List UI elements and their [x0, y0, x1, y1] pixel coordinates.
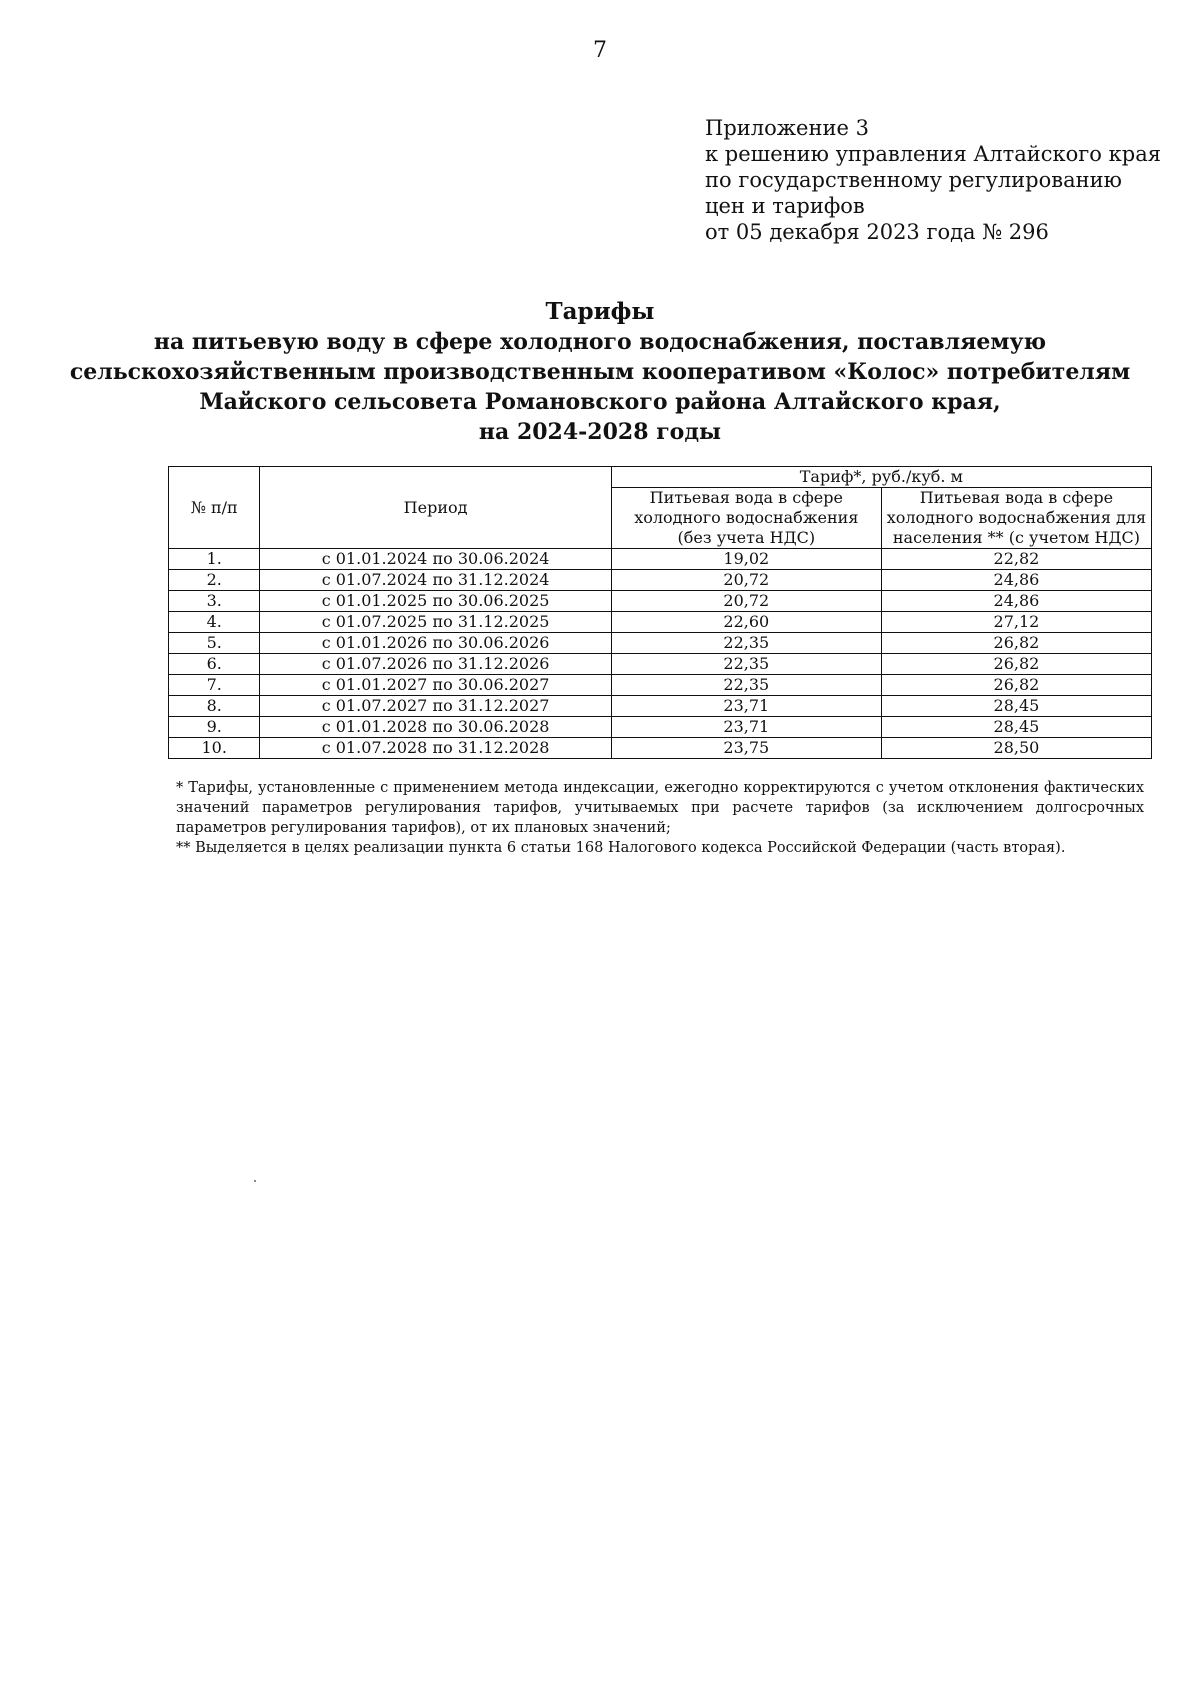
tariff-table-header	[169, 467, 1152, 549]
footnote-indexation: * Тарифы, установленные с применением метода индексации, ежегодно корректируются с учетом отклонения фактических значений параметров регулирования тарифов, учитываемых при расчете тарифов (за исключением долгосрочных параметров регулирования тарифов), от их плановых значений;	[176, 780, 1144, 836]
row-num: 2.	[169, 570, 260, 591]
table-row	[169, 612, 1152, 633]
table-row	[169, 675, 1152, 696]
row-num: 7.	[169, 675, 260, 696]
row-num: 6.	[169, 654, 260, 675]
row-tariff-with-vat: 26,82	[881, 633, 1151, 654]
header-tariff-group: Тариф*, руб./куб. м	[611, 467, 1151, 488]
header-text: холодного водоснабжения для	[886, 508, 1147, 527]
row-tariff-without-vat: 22,60	[611, 612, 881, 633]
appendix-line: по государственному регулированию	[705, 168, 1122, 192]
row-num: 8.	[169, 696, 260, 717]
row-tariff-with-vat: 28,50	[881, 738, 1151, 759]
row-tariff-with-vat: 26,82	[881, 675, 1151, 696]
row-num: 4.	[169, 612, 260, 633]
table-row	[169, 696, 1152, 717]
appendix-line: цен и тарифов	[705, 194, 865, 218]
title-line: на 2024-2028 годы	[478, 419, 722, 445]
row-num: 1.	[169, 549, 260, 570]
header-text: Питьевая вода в сфере	[649, 488, 843, 507]
row-period: с 01.01.2026 по 30.06.2026	[260, 633, 611, 654]
header-text: Питьевая вода в сфере	[919, 488, 1114, 507]
row-tariff-with-vat: 24,86	[881, 570, 1151, 591]
row-period: с 01.01.2028 по 30.06.2028	[260, 717, 611, 738]
row-tariff-without-vat: 20,72	[611, 570, 881, 591]
table-row	[169, 738, 1152, 759]
header-period: Период	[260, 467, 611, 549]
row-tariff-without-vat: 19,02	[611, 549, 881, 570]
footnotes	[176, 778, 1144, 858]
row-tariff-without-vat: 23,71	[611, 696, 881, 717]
header-text: (без учета НДС)	[677, 528, 816, 547]
header-col-with-vat	[881, 488, 1151, 549]
row-num: 5.	[169, 633, 260, 654]
page-number: 7	[593, 38, 607, 63]
row-tariff-with-vat: 28,45	[881, 696, 1151, 717]
row-tariff-with-vat: 28,45	[881, 717, 1151, 738]
row-tariff-without-vat: 22,35	[611, 633, 881, 654]
row-tariff-without-vat: 20,72	[611, 591, 881, 612]
table-row	[169, 633, 1152, 654]
footnote-vat: ** Выделяется в целях реализации пункта 6 статьи 168 Налогового кодекса Российской Федерации (часть вторая).	[176, 840, 1066, 856]
row-num: 10.	[169, 738, 260, 759]
row-period: с 01.07.2024 по 31.12.2024	[260, 570, 611, 591]
header-num: № п/п	[169, 467, 260, 549]
table-row	[169, 549, 1152, 570]
row-period: с 01.07.2028 по 31.12.2028	[260, 738, 611, 759]
table-row	[169, 654, 1152, 675]
appendix-line: к решению управления Алтайского края	[705, 142, 1161, 166]
title-line: сельскохозяйственным производственным кооперативом «Колос» потребителям	[69, 359, 1131, 385]
row-period: с 01.01.2024 по 30.06.2024	[260, 549, 611, 570]
row-period: с 01.07.2027 по 31.12.2027	[260, 696, 611, 717]
row-tariff-without-vat: 22,35	[611, 675, 881, 696]
row-tariff-without-vat: 23,75	[611, 738, 881, 759]
row-tariff-with-vat: 22,82	[881, 549, 1151, 570]
title-line: Тарифы	[545, 298, 655, 325]
appendix-line: Приложение 3	[705, 116, 869, 140]
row-tariff-without-vat: 22,35	[611, 654, 881, 675]
row-period: с 01.07.2025 по 31.12.2025	[260, 612, 611, 633]
tariff-table-body	[169, 549, 1152, 759]
tariff-table	[168, 466, 1152, 759]
row-tariff-with-vat: 24,86	[881, 591, 1151, 612]
row-tariff-with-vat: 27,12	[881, 612, 1151, 633]
document-title	[0, 297, 1200, 447]
scan-speck	[254, 1180, 256, 1182]
header-col-without-vat	[611, 488, 881, 549]
title-line: Майского сельсовета Романовского района Алтайского края,	[199, 389, 1001, 415]
row-tariff-with-vat: 26,82	[881, 654, 1151, 675]
header-text: населения ** (с учетом НДС)	[892, 528, 1140, 547]
row-num: 3.	[169, 591, 260, 612]
header-text: холодного водоснабжения	[634, 508, 859, 527]
row-period: с 01.01.2025 по 30.06.2025	[260, 591, 611, 612]
table-row	[169, 591, 1152, 612]
appendix-reference	[705, 115, 1161, 245]
row-num: 9.	[169, 717, 260, 738]
table-row	[169, 717, 1152, 738]
table-row	[169, 570, 1152, 591]
row-period: с 01.01.2027 по 30.06.2027	[260, 675, 611, 696]
appendix-line: от 05 декабря 2023 года № 296	[705, 220, 1049, 244]
row-tariff-without-vat: 23,71	[611, 717, 881, 738]
title-line: на питьевую воду в сфере холодного водоснабжения, поставляемую	[153, 329, 1047, 355]
row-period: с 01.07.2026 по 31.12.2026	[260, 654, 611, 675]
